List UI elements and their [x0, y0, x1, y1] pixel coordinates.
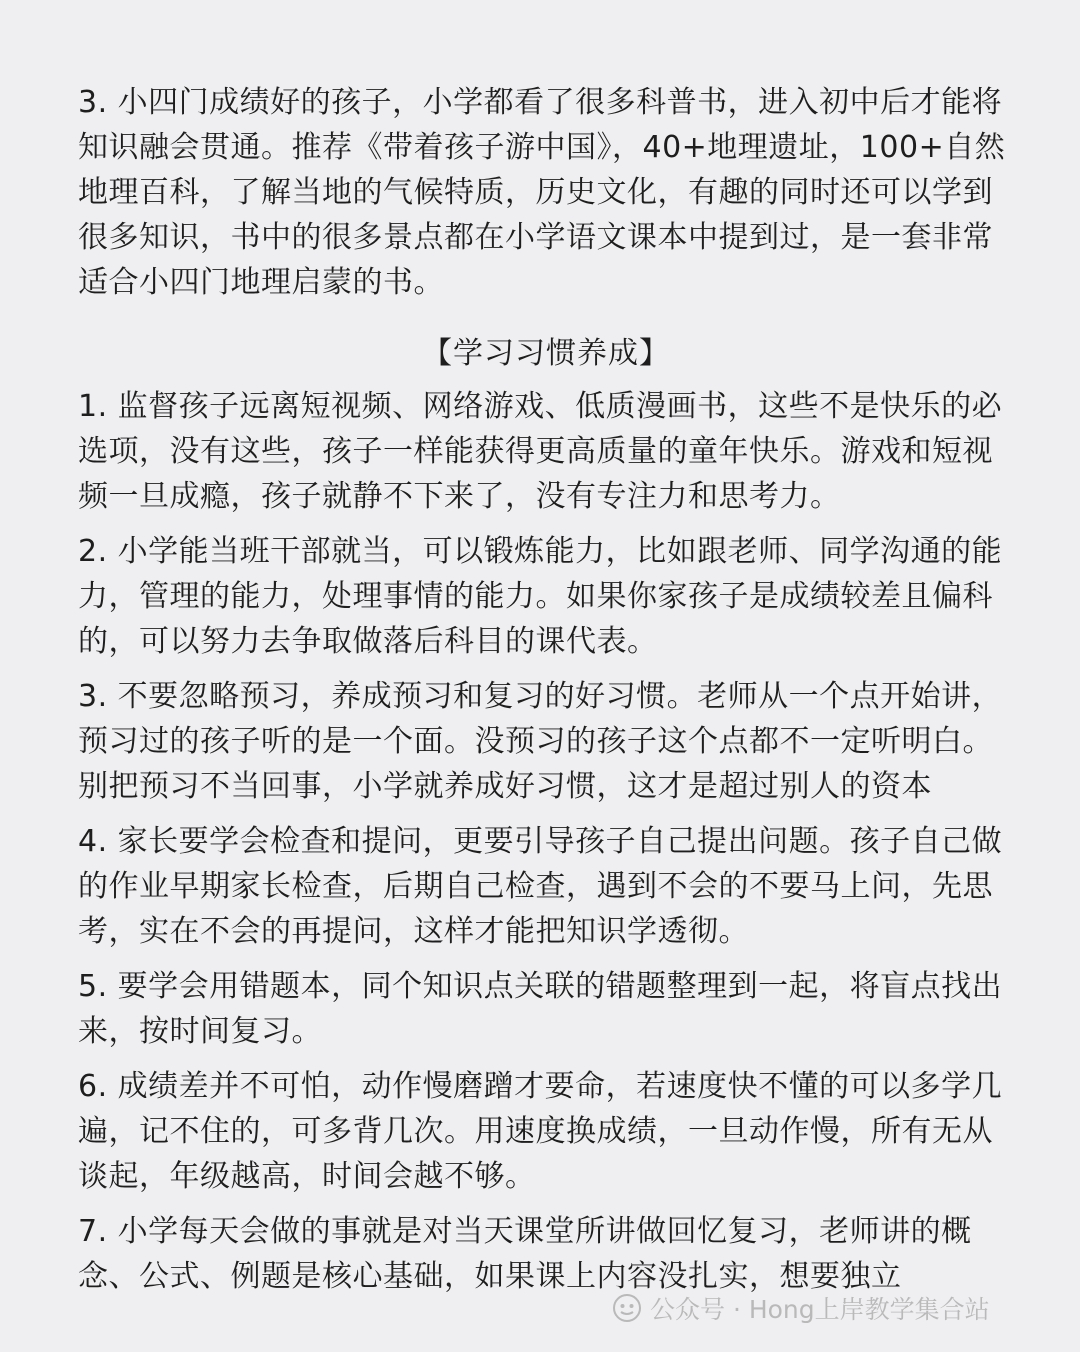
habit-item-7: 7. 小学每天会做的事就是对当天课堂所讲做回忆复习，老师讲的概念、公式、例题是核心基础，如果课上内容没扎实，想要独立 [78, 1214, 972, 1294]
habit-item-5: 5. 要学会用错题本，同个知识点关联的错题整理到一起，将盲点找出来，按时间复习。 [78, 969, 1003, 1049]
watermark [612, 1290, 990, 1326]
article-body [78, 80, 1014, 1299]
habit-item-3: 3. 不要忽略预习，养成预习和复习的好习惯。老师从一个点开始讲，预习过的孩子听的是一个面。没预习的孩子这个点都不一定听明白。别把预习不当回事，小学就养成好习惯，这才是超过别人的资本 [78, 679, 1003, 804]
habit-item-6: 6. 成绩差并不可怕，动作慢磨蹭才要命，若速度快不懂的可以多学几遍，记不住的，可多背几次。用速度换成绩，一旦动作慢，所有无从谈起，年级越高，时间会越不够。 [78, 1069, 1003, 1194]
intro-paragraph: 3. 小四门成绩好的孩子，小学都看了很多科普书，进入初中后才能将知识融会贯通。推荐《带着孩子游中国》，40+地理遗址，100+自然地理百科，了解当地的气候特质，历史文化，有趣的同时还可以学到很多知识，书中的很多景点都在小学语文课本中提到过，是一套非常适合小四门地理启蒙的书。 [78, 85, 1006, 300]
habit-item-4: 4. 家长要学会检查和提问，更要引导孩子自己提出问题。孩子自己做的作业早期家长检查，后期自己检查，遇到不会的不要马上问，先思考，实在不会的再提问，这样才能把知识学透彻。 [78, 824, 1003, 949]
wechat-official-account-icon [612, 1293, 642, 1323]
habit-item-2: 2. 小学能当班干部就当，可以锻炼能力，比如跟老师、同学沟通的能力，管理的能力，处理事情的能力。如果你家孩子是成绩较差且偏科的，可以努力去争取做落后科目的课代表。 [78, 534, 1003, 659]
watermark-text: 公众号 · Hong上岸教学集合站 [650, 1295, 990, 1324]
habit-item-1: 1. 监督孩子远离短视频、网络游戏、低质漫画书，这些不是快乐的必选项，没有这些，孩子一样能获得更高质量的童年快乐。游戏和短视频一旦成瘾，孩子就静不下来了，没有专注力和思考力。 [78, 389, 1003, 514]
section-heading: 【学习习惯养成】 [422, 336, 670, 371]
